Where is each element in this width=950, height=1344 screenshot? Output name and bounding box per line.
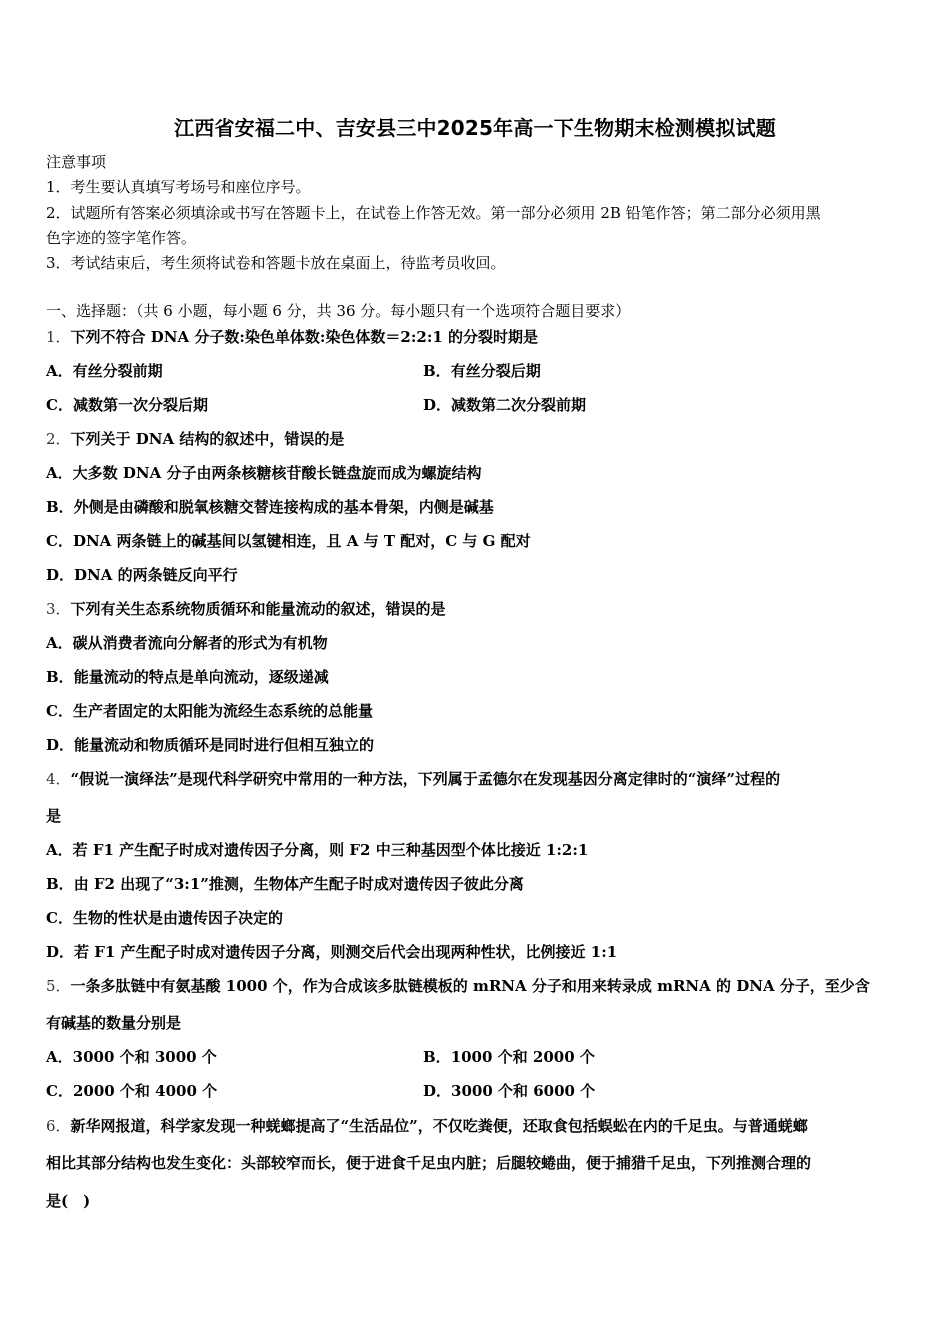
question-number: 6． [46,1117,71,1135]
question-number: 2． [46,430,71,448]
section-heading: 一、选择题：（共 6 小题，每小题 6 分，共 36 分。每小题只有一个选项符合题目要求） [46,302,631,320]
question-5-stem [46,976,906,996]
option-b: B．有丝分裂后期 [423,362,541,380]
question-number: 3． [46,600,71,618]
question-4-option-c: C．生物的性状是由遗传因子决定的 [46,909,283,927]
option-a: A．3000 个和 3000 个 [46,1048,217,1066]
question-2-stem [46,429,906,449]
question-3-stem [46,599,906,619]
question-1-stem [46,327,906,347]
question-5-stem-cont: 有碱基的数量分别是 [46,1014,182,1032]
notice-item-1: 1．考生要认真填写考场号和座位序号。 [46,178,311,196]
question-text: 新华网报道，科学家发现一种蜣螂提高了“生活品位”，不仅吃粪便，还取食包括蜈蚣在内的千足虫。与普通蜣螂 [70,1117,808,1135]
question-5-options-row-2 [46,1081,906,1101]
option-d: D．3000 个和 6000 个 [423,1082,596,1100]
option-c: C．减数第一次分裂后期 [46,396,208,414]
question-5-options-row-1 [46,1047,906,1067]
question-3-option-a: A．碳从消费者流向分解者的形式为有机物 [46,634,328,652]
question-6-stem-cont-1: 相比其部分结构也发生变化：头部较窄而长，便于进食千足虫内脏；后腿较蜷曲，便于捕猎千足虫，下列推测合理的 [46,1154,812,1172]
option-b: B．1000 个和 2000 个 [423,1048,595,1066]
notice-item-3: 3．考试结束后，考生须将试卷和答题卡放在桌面上，待监考员收回。 [46,254,506,272]
question-text: 下列关于 DNA 结构的叙述中，错误的是 [70,430,345,448]
notice-heading: 注意事项 [46,153,107,171]
question-text: 一条多肽链中有氨基酸 1000 个，作为合成该多肽链模板的 mRNA 分子和用来转录成 mRNA 的 DNA 分子，至少含 [70,977,870,995]
option-d: D．减数第二次分裂前期 [423,396,587,414]
question-2-option-b: B．外侧是由磷酸和脱氧核糖交替连接构成的基本骨架，内侧是碱基 [46,498,494,516]
question-text: “假说一演绎法”是现代科学研究中常用的一种方法，下列属于孟德尔在发现基因分离定律时的“演绎”过程的 [70,770,781,788]
question-4-option-d: D．若 F1 产生配子时成对遗传因子分离，则测交后代会出现两种性状，比例接近 1:1 [46,943,618,961]
question-number: 4． [46,770,71,788]
question-number: 1． [46,328,71,346]
question-text: 下列有关生态系统物质循环和能量流动的叙述，错误的是 [70,600,446,618]
question-6-stem-cont-2: 是( ) [46,1192,91,1210]
question-4-stem [46,769,906,789]
question-4-stem-cont: 是 [46,807,62,825]
question-text: 下列不符合 DNA 分子数:染色单体数:染色体数＝2:2:1 的分裂时期是 [70,328,539,346]
question-2-option-d: D．DNA 的两条链反向平行 [46,566,238,584]
option-a: A．有丝分裂前期 [46,362,163,380]
notice-item-2: 2．试题所有答案必须填涂或书写在答题卡上，在试卷上作答无效。第一部分必须用 2B 铅笔作答；第二部分必须用黑 [46,204,821,222]
question-4-option-b: B．由 F2 出现了“3:1”推测，生物体产生配子时成对遗传因子彼此分离 [46,875,524,893]
question-2-option-c: C．DNA 两条链上的碱基间以氢键相连，且 A 与 T 配对，C 与 G 配对 [46,532,531,550]
option-c: C．2000 个和 4000 个 [46,1082,218,1100]
question-6-stem [46,1116,906,1136]
question-3-option-c: C．生产者固定的太阳能为流经生态系统的总能量 [46,702,373,720]
page-title: 江西省安福二中、吉安县三中2025年高一下生物期末检测模拟试题 [174,116,776,140]
question-1-options-row-1 [46,361,906,381]
notice-item-2-cont: 色字迹的签字笔作答。 [46,229,197,247]
question-number: 5． [46,977,71,995]
question-3-option-d: D．能量流动和物质循环是同时进行但相互独立的 [46,736,375,754]
question-4-option-a: A．若 F1 产生配子时成对遗传因子分离，则 F2 中三种基因型个体比接近 1:2:1 [46,841,589,859]
question-1-options-row-2 [46,395,906,415]
question-2-option-a: A．大多数 DNA 分子由两条核糖核苷酸长链盘旋而成为螺旋结构 [46,464,482,482]
question-3-option-b: B．能量流动的特点是单向流动，逐级递减 [46,668,329,686]
